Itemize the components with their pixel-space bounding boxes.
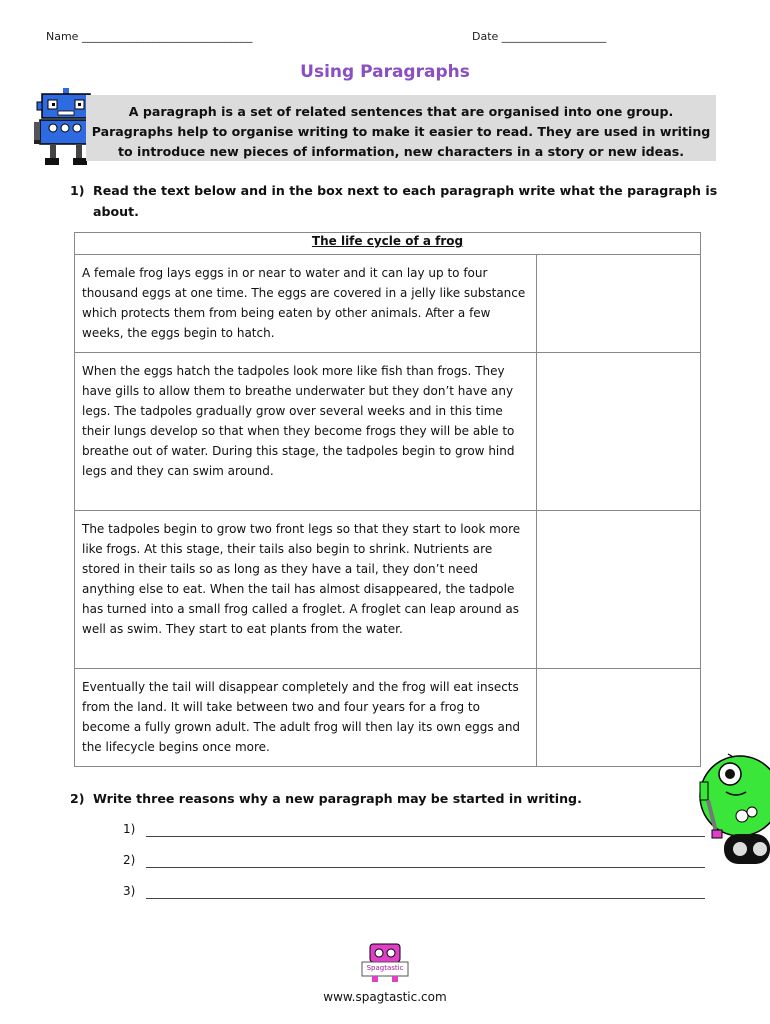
answer-box[interactable] xyxy=(537,511,701,669)
writing-line xyxy=(146,898,705,899)
date-field: Date ___________________ xyxy=(472,30,607,43)
intro-box xyxy=(86,95,716,161)
footer-url[interactable]: www.spagtastic.com xyxy=(323,990,447,1004)
question-2-text: Write three reasons why a new paragraph may be started in writing. xyxy=(93,791,582,806)
question-1-number: 1) xyxy=(70,183,85,198)
answer-line-1[interactable] xyxy=(123,822,713,840)
logo-text: Spagtastic xyxy=(366,964,404,972)
question-1-line: Read the text below and in the box next to each paragraph write what the paragraph is xyxy=(93,183,718,198)
intro-line: Paragraphs help to organise writing to make it easier to read. They are used in writing xyxy=(91,124,711,139)
answer-number: 2) xyxy=(123,853,136,867)
paragraph-text: When the eggs hatch the tadpoles look more like fish than frogs. They have gills to allow them to breathe underwater but they don’t have any legs. The tadpoles gradually grow over several weeks and in this time their lungs develop so that when they become frogs they will be able to breathe out of water. During this stage, the tadpoles begin to grow hind legs and they can swim around. xyxy=(75,353,537,511)
life-cycle-table xyxy=(74,232,701,767)
intro-line: to introduce new pieces of information, new characters in a story or new ideas. xyxy=(118,144,684,159)
answer-number: 1) xyxy=(123,822,136,836)
table-row xyxy=(75,669,701,767)
paragraph-text: The tadpoles begin to grow two front legs so that they start to look more like frogs. At this stage, their tails also begin to shrink. Nutrients are stored in their tails so as long as they have a tail, they don’t need anything else to eat. When the tail has almost disappeared, the tadpole has turned into a small frog called a froglet. A froglet can leap around as well as swim. They start to eat plants from the water. xyxy=(75,511,537,669)
answer-box[interactable] xyxy=(537,255,701,353)
answer-box[interactable] xyxy=(537,353,701,511)
paragraph-text: Eventually the tail will disappear completely and the frog will eat insects from the land. It will take between two and four years for a frog to become a fully grown adult. The adult frog will then lay its own eggs and the lifecycle begins once more. xyxy=(75,669,537,767)
question-2-number: 2) xyxy=(70,791,85,806)
writing-line xyxy=(146,867,705,868)
intro-line: A paragraph is a set of related sentences that are organised into one group. xyxy=(128,104,674,119)
answer-line-2[interactable] xyxy=(123,853,713,871)
table-row xyxy=(75,511,701,669)
spagtastic-logo-icon xyxy=(360,942,410,984)
answer-box[interactable] xyxy=(537,669,701,767)
table-row xyxy=(75,353,701,511)
paragraph-text: A female frog lays eggs in or near to water and it can lay up to four thousand eggs at one time. The eggs are covered in a jelly like substance which protects them from being eaten by other animals. After a few weeks, the eggs begin to hatch. xyxy=(75,255,537,353)
question-1-text xyxy=(93,180,733,222)
table-row xyxy=(75,255,701,353)
question-1-line: about. xyxy=(93,204,139,219)
table-heading: The life cycle of a frog xyxy=(75,233,701,255)
page-title: Using Paragraphs xyxy=(300,62,470,82)
answer-number: 3) xyxy=(123,884,136,898)
answer-line-3[interactable] xyxy=(123,884,713,902)
writing-line xyxy=(146,836,705,837)
name-field: Name _______________________________ xyxy=(46,30,253,43)
